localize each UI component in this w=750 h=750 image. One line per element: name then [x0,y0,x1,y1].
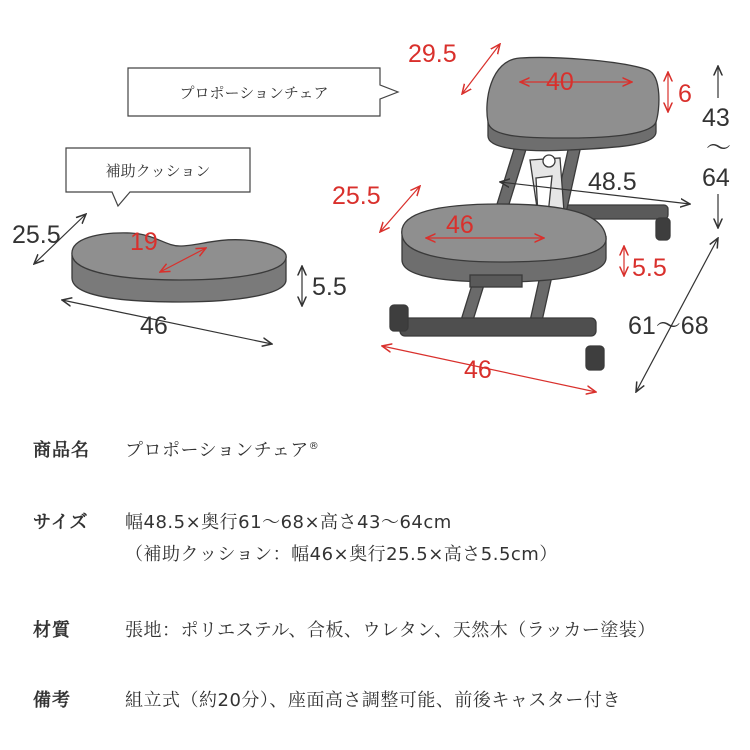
seat-depth-label: 29.5 [408,40,457,68]
spec-value-notes: 組立式（約20分）、座面高さ調整可能、前後キャスター付き [125,690,621,711]
cushion-width-label: 46 [140,312,168,340]
height-min-label: 43 [702,104,730,132]
callout-chair-label: プロポーションチェア [179,84,329,102]
registered-mark: ® [308,441,320,452]
knee-width-label: 46 [446,211,474,239]
spec-value-size-cushion: （補助クッション：幅46×奥行25.5×高さ5.5cm） [125,544,558,565]
spec-value-product-name: プロポーションチェア® [125,440,320,461]
spec-value-material: 張地：ポリエステル、合板、ウレタン、天然木（ラッカー塗装） [125,620,656,641]
spec-label-material: 材質 [33,620,71,641]
cushion-thickness-label: 5.5 [312,273,347,301]
height-max-label: 64 [702,164,730,192]
knee-depth-label: 25.5 [332,182,381,210]
seat-thickness-label: 6 [678,80,692,108]
total-width-label: 48.5 [588,168,637,196]
knee-thickness-label: 5.5 [632,254,667,282]
callout-chair [128,68,398,116]
height-tilde-label: 〜 [706,134,732,162]
spec-label-size: サイズ [33,512,89,533]
callout-cushion-label: 補助クッション [105,162,211,180]
spec-value-size: 幅48.5×奥行61〜68×高さ43〜64cm [125,512,452,533]
spec-label-product-name: 商品名 [33,440,90,461]
cushion-depth-label: 25.5 [12,221,61,249]
cushion-illustration [72,233,286,302]
total-depth-label: 61〜68 [628,312,709,340]
base-width-label: 46 [464,356,492,384]
seat-width-label: 40 [546,68,574,96]
cushion-inner-label: 19 [130,228,158,256]
callout-cushion [66,148,250,206]
spec-label-notes: 備考 [33,690,71,711]
